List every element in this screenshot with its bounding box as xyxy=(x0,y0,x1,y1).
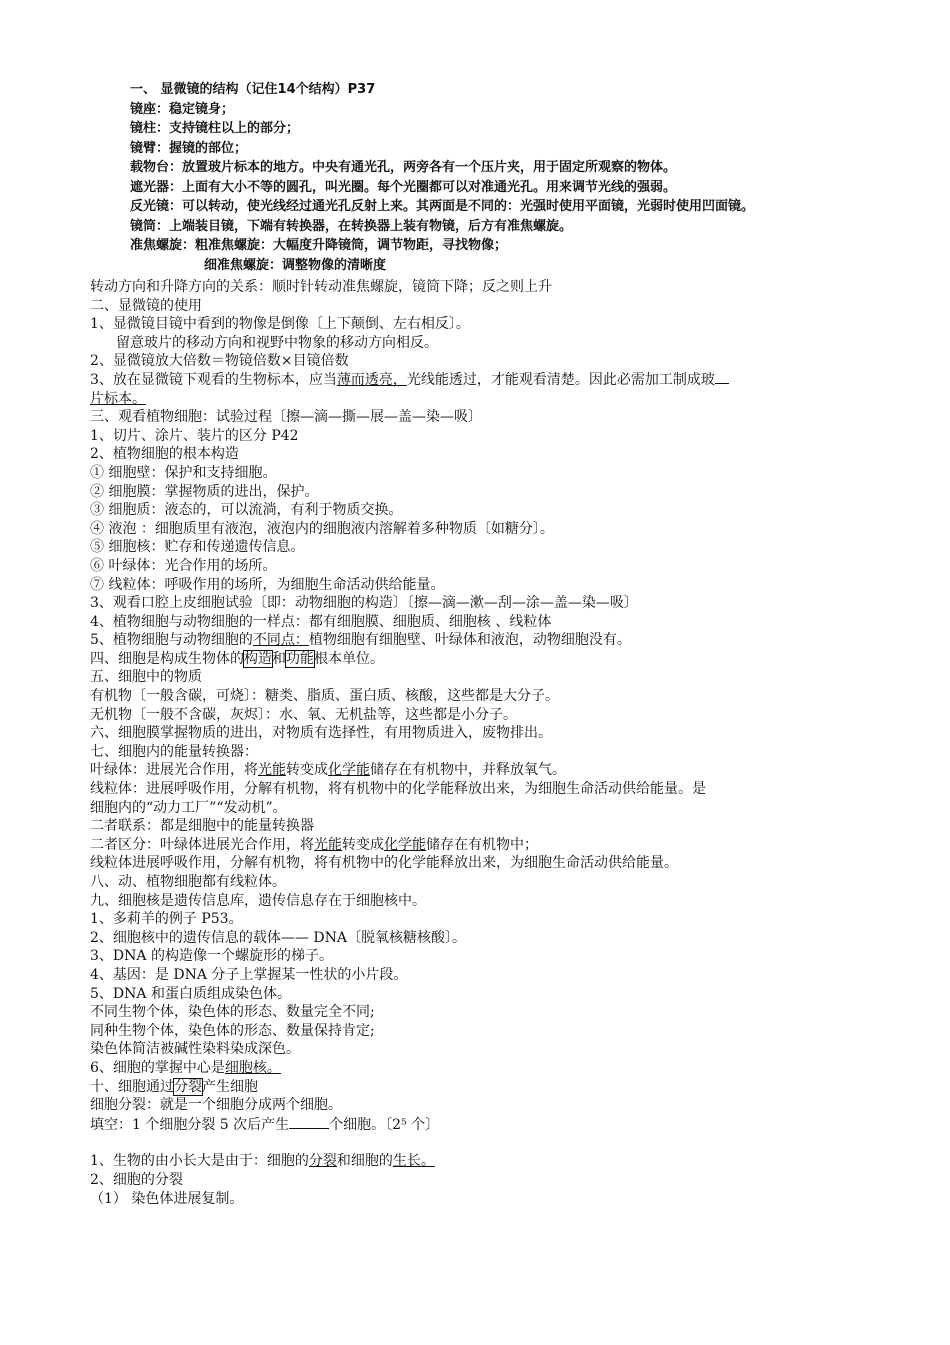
text-line: 反光镜：可以转动，使光线经过通光孔反射上来。其两面是不同的：光强时使用平面镜，光弱时使用凹面镜。 xyxy=(130,199,755,214)
answer-blank xyxy=(289,1115,329,1129)
text-line: 细胞内的“动力工厂”“发动机”。 xyxy=(90,799,287,816)
text-line: 同种生物个体，染色体的形态、数量保持肯定; xyxy=(90,1022,375,1039)
text-line: 二者联系：都是细胞中的能量转换器 xyxy=(90,818,314,835)
list-item: ⑥ 叶绿体：光合作用的场所。 xyxy=(90,557,277,574)
microscope-structure-section xyxy=(130,80,930,275)
section-heading: 一、 显微镜的结构（记住14个结构）P37 xyxy=(130,82,376,97)
text-line: 2、显微镜放大倍数＝物镜倍数×目镜倍数 xyxy=(90,353,349,370)
text-line: 2、细胞的分裂 xyxy=(90,1171,183,1188)
text-line: 5、植物细胞与动物细胞的不同点：植物细胞有细胞壁、叶绿体和液泡，动物细胞没有。 xyxy=(90,632,631,649)
text-line: 2、细胞核中的遗传信息的载体—— DNA〔脱氧核糖核酸〕。 xyxy=(90,929,466,946)
list-item: ③ 细胞质：液态的，可以流淌，有利于物质交换。 xyxy=(90,502,403,519)
text-line: 镜柱：支持镜柱以上的部分； xyxy=(130,121,300,136)
text-line: 转动方向和升降方向的关系：顺时针转动准焦螺旋，镜筒下降；反之则上升 xyxy=(90,279,552,295)
text-line: 准焦螺旋：粗准焦螺旋：大幅度升降镜筒，调节物距，寻找物像； xyxy=(130,238,508,253)
spacer xyxy=(90,1134,940,1152)
text-line: 1、生物的由小长大是由于：细胞的分裂和细胞的生长。 xyxy=(90,1153,435,1170)
underline-mark xyxy=(715,371,729,384)
underlined-text: 薄而透亮， xyxy=(336,371,407,388)
text-line: 二者区分：叶绿体进展光合作用，将光能转变成化学能储存在有机物中； xyxy=(90,836,538,853)
text-line: 1、多莉羊的例子 P53。 xyxy=(90,911,243,928)
text-line: 镜筒：上端装目镜，下端有转换器，在转换器上装有物镜，后方有准焦螺旋。 xyxy=(130,218,573,234)
text-line: 无机物〔一般不含碳，灰烬〕：水、氧、无机盐等，这些都是小分子。 xyxy=(90,706,517,723)
underlined-text: 细胞核。 xyxy=(224,1059,281,1076)
text-line: 4、植物细胞与动物细胞的一样点：都有细胞膜、细胞质、细胞核 、线粒体 xyxy=(90,613,552,630)
text-line: （1） 染色体进展复制。 xyxy=(90,1190,244,1207)
text-line: 遮光器：上面有大小不等的圆孔，叫光圈。每个光圈都可以对准通光孔。用来调节光线的强弱。 xyxy=(130,179,677,195)
boxed-text: 分裂 xyxy=(174,1078,202,1095)
text-line: 叶绿体：进展光合作用，将光能转变成化学能储存在有机物中，并释放氧气。 xyxy=(90,762,566,779)
section-heading: 六、细胞膜掌握物质的进出，对物质有选择性，有用物质进入，废物排出。 xyxy=(90,725,552,742)
section-heading: 五、细胞中的物质 xyxy=(90,669,202,686)
text-line: 5、DNA 和蛋白质组成染色体。 xyxy=(90,985,291,1002)
underlined-text: 不同点： xyxy=(252,632,309,649)
text-line: 留意玻片的移动方向和视野中物象的移动方向相反。 xyxy=(116,334,438,351)
text-line: 线粒体进展呼吸作用，分解有机物，将有机物中的化学能释放出来，为细胞生命活动供给能量。 xyxy=(90,855,678,872)
text-line: 6、细胞的掌握中心是细胞核。 xyxy=(90,1059,281,1076)
list-item: ⑦ 线粒体：呼吸作用的场所，为细胞生命活动供给能量。 xyxy=(90,576,445,593)
text-line: 不同生物个体，染色体的形态、数量完全不同; xyxy=(90,1004,375,1021)
section-heading: 七、细胞内的能量转换器： xyxy=(90,743,258,760)
text-line: 载物台：放置玻片标本的地方。中央有通光孔，两旁各有一个压片夹，用于固定所观察的物体。 xyxy=(130,160,677,175)
text-line: 3、放在显微镜下观看的生物标本，应当薄而透亮，光线能透过，才能观看清楚。因此必需加工制成玻 xyxy=(90,371,940,390)
text-line: 1、切片、涂片、装片的区分 P42 xyxy=(90,427,299,444)
text-line: 4、基因：是 DNA 分子上掌握某一性状的小片段。 xyxy=(90,966,408,983)
list-item: ② 细胞膜：掌握物质的进出，保护。 xyxy=(90,483,319,500)
text-line: 1、显微镜目镜中看到的物像是倒像〔上下颠倒、左右相反〕。 xyxy=(90,316,470,333)
text-line: 镜臂：握镜的部位； xyxy=(130,140,248,156)
section-heading: 二、显微镜的使用 xyxy=(90,297,202,314)
text-line: 镜座：稳定镜身； xyxy=(130,101,235,117)
notes-body xyxy=(90,278,940,1208)
list-item: ④ 液泡 ：细胞质里有液泡，液泡内的细胞液内溶解着多种物质〔如糖分〕。 xyxy=(90,520,554,537)
text-line: 线粒体：进展呼吸作用，分解有机物，将有机物中的化学能释放出来，为细胞生命活动供给能量。是 xyxy=(90,781,706,798)
section-heading: 四、细胞是构成生物体的构造和功能根本单位。 xyxy=(90,650,384,667)
section-heading: 九、细胞核是遗传信息库，遗传信息存在于细胞核中。 xyxy=(90,892,426,909)
section-heading: 十、细胞通过分裂产生细胞 xyxy=(90,1078,258,1095)
text-line: 细准焦螺旋：调整物像的清晰度 xyxy=(204,257,387,273)
list-item: ① 细胞壁：保护和支持细胞。 xyxy=(90,464,277,481)
boxed-text: 功能 xyxy=(286,650,314,667)
text-line: 染色体简洁被碱性染料染成深色。 xyxy=(90,1041,300,1058)
fill-in-question: 填空：1 个细胞分裂 5 次后产生 个细胞。〔2⁵ 个〕 xyxy=(90,1116,440,1133)
list-item: ⑤ 细胞核：贮存和传递遗传信息。 xyxy=(90,539,305,556)
text-line: 细胞分裂：就是一个细胞分成两个细胞。 xyxy=(90,1097,342,1114)
text-line: 3、观看口腔上皮细胞试验〔即：动物细胞的构造〕〔擦—滴—漱—刮—涂—盖—染—吸〕 xyxy=(90,595,638,612)
boxed-text: 构造 xyxy=(244,650,272,667)
text-line: 2、植物细胞的根本构造 xyxy=(90,446,239,463)
text-line: 有机物〔一般含碳，可烧〕：糖类、脂质、蛋白质、核酸，这些都是大分子。 xyxy=(90,688,559,705)
text-line: 片标本。 xyxy=(90,390,146,407)
text-line: 3、DNA 的构造像一个螺旋形的梯子。 xyxy=(90,948,333,965)
section-heading: 八、动、植物细胞都有线粒体。 xyxy=(90,874,286,890)
section-heading: 三、观看植物细胞：试验过程〔擦—滴—撕—展—盖—染—吸〕 xyxy=(90,409,482,426)
